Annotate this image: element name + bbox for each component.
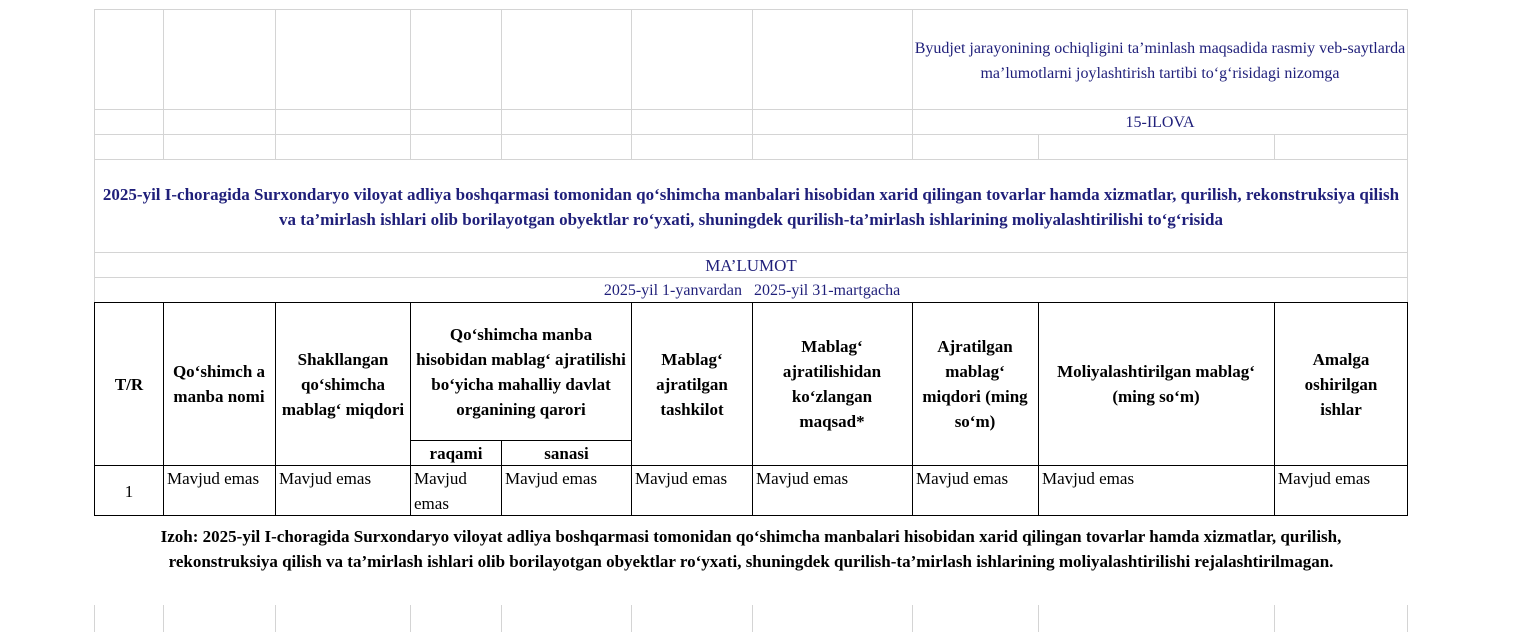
gridline [912,605,913,632]
gridline [501,605,502,632]
gridline [163,605,164,632]
table-border [94,515,1408,516]
table-border [912,302,913,516]
gridline [1274,605,1275,632]
gridline [631,9,632,159]
gridline [94,159,1408,160]
header-formed-amount: Shakllangan qo‘shimcha mablag‘ miqdori [281,349,405,419]
header-recipient: Mablag‘ ajratilgan tashkilot [656,349,728,419]
cell-source-name: Mavjud emas [167,469,260,488]
header-decision-date: sanasi [544,443,589,463]
cell-financed: Mavjud emas [1042,469,1135,488]
gridline [752,9,753,159]
table-border [410,302,411,516]
header-works: Amalga oshirilgan ishlar [1304,349,1378,419]
table-border [752,302,753,516]
header-decision: Qo‘shimcha manba hisobidan mablag‘ ajratilishi bo‘yicha mahalliy davlat organining qarori [416,324,626,419]
gridline [163,9,164,159]
gridline [94,9,1408,10]
document-subtitle: MA’LUMOT [705,256,797,275]
gridline [1274,134,1275,159]
note-text: Izoh: 2025-yil I-choragida Surxondaryo viloyat adliya boshqarmasi tomonidan qo‘shimcha manbalari hisobidan xarid qilingan tovarlar hamda xizmatlar, qurilish, rekonstruksiya qilish va ta’mirlash ishlari olib borilayotgan obyektlar ro‘yxati, shuningdek qurilish-ta’mirlash ishlarining moliyalashtirilishi rejalashtirilmagan. [160,527,1342,571]
table-border [275,302,276,516]
gridline [410,605,411,632]
gridline [1038,134,1039,159]
gridline [501,9,502,159]
cell-tr: 1 [124,482,134,501]
period-to: 2025-yil 31-martgacha [754,282,901,299]
header-financed: Moliyalashtirilgan mablag‘ (ming so‘m) [1057,362,1255,406]
header-allocated: Ajratilgan mablag‘ miqdori (ming so‘m) [922,337,1028,431]
cell-allocated: Mavjud emas [916,469,1009,488]
table-border [1038,302,1039,516]
gridline [275,9,276,159]
gridline [752,605,753,632]
gridline [631,605,632,632]
cell-purpose: Mavjud emas [756,469,849,488]
table-border [631,302,632,516]
gridline [275,605,276,632]
period-from: 2025-yil 1-yanvardan [603,282,742,299]
appendix-caption: Byudjet jarayonining ochiqligini ta’minlash maqsadida rasmiy veb-saytlarda ma’lumotlarni joylashtirish tartibi to‘g‘risidagi nizomga [914,40,1406,82]
gridline [94,605,95,632]
header-source-name: Qo‘shimch a manba nomi [172,362,266,406]
gridline [1038,605,1039,632]
header-decision-number: raqami [429,443,483,463]
table-border [163,302,164,516]
table-border [1274,302,1275,516]
cell-decision-date: Mavjud emas [505,469,598,488]
cell-recipient: Mavjud emas [635,469,728,488]
document-title: 2025-yil I-choragida Surxondaryo viloyat adliya boshqarmasi tomonidan qo‘shimcha manbalari hisobidan xarid qilingan tovarlar hamda xizmatlar, qurilish, rekonstruksiya qilish va ta’mirlash ishlari olib borilayotgan obyektlar ro‘yxati, shuningdek qurilish-ta’mirlash ishlarining moliyalashtirilishi to‘g‘risida [102,185,1400,229]
cell-formed-amount: Mavjud emas [279,469,372,488]
appendix-number: 15-ILOVA [1125,114,1195,131]
cell-decision-number: Mavjud emas [414,469,467,513]
gridline [1407,605,1408,632]
header-tr: T/R [114,374,144,394]
header-purpose: Mablag‘ ajratilishidan ko‘zlangan maqsad* [782,337,882,431]
gridline [410,9,411,159]
cell-works: Mavjud emas [1278,469,1371,488]
gridline [1407,9,1408,302]
table-border [1407,302,1408,516]
